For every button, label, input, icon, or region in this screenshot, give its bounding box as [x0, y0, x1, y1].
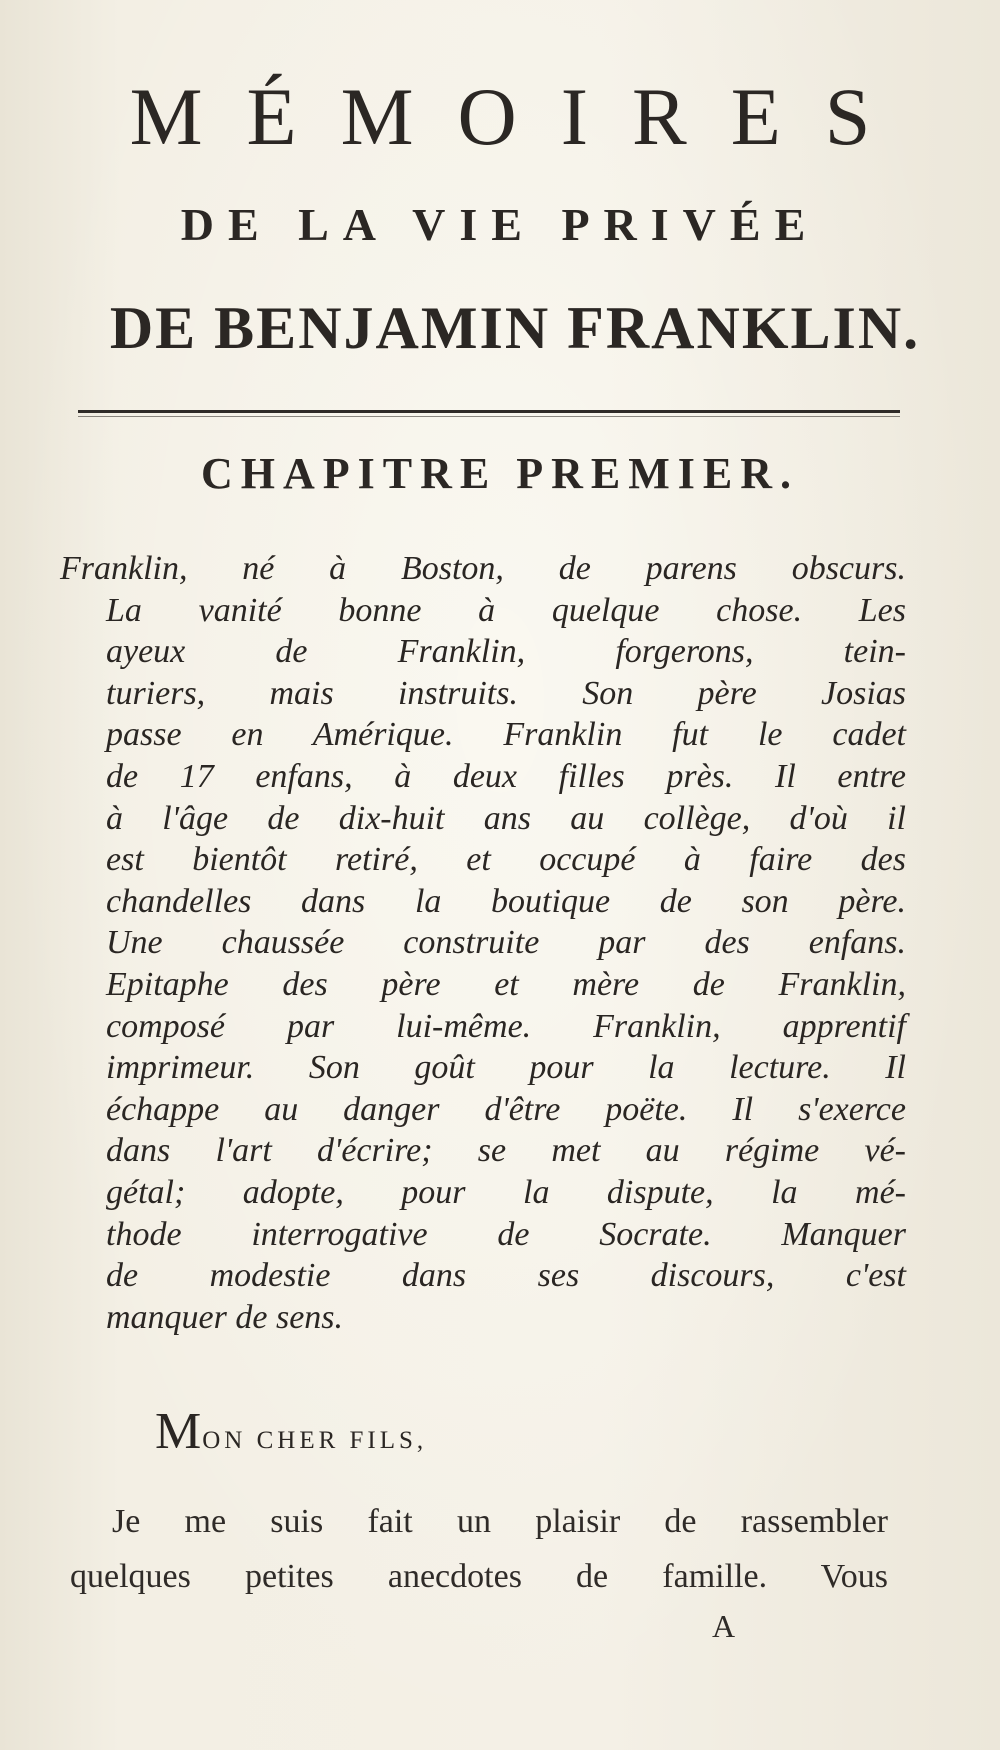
signature-mark: A [712, 1608, 736, 1644]
summary-line: de modestie dans ses discours, c'est [106, 1257, 906, 1295]
summary-line: passe en Amérique. Franklin fut le cadet [106, 716, 906, 754]
body-line: quelques petites anecdotes de famille. Vous [70, 1558, 888, 1595]
chapter-summary [60, 548, 906, 1338]
summary-line: thode interrogative de Socrate. Manquer [106, 1215, 906, 1253]
summary-line: Une chaussée construite par des enfans. [106, 924, 906, 962]
summary-line: Franklin, né à Boston, de parens obscurs. [60, 550, 906, 587]
title-rule-thin [78, 416, 900, 417]
summary-line: chandelles dans la boutique de son père. [106, 882, 906, 920]
book-subtitle: DE LA VIE PRIVÉE [180, 199, 820, 250]
body-line: Je me suis fait un plaisir de rassembler [112, 1503, 888, 1540]
title-rule [78, 410, 900, 413]
summary-line: ayeux de Franklin, forgerons, tein- [106, 633, 906, 671]
letter-salutation [155, 1402, 427, 1461]
summary-line: composé par lui-même. Franklin, apprentif [106, 1007, 906, 1045]
summary-line: turiers, mais instruits. Son père Josias [106, 674, 906, 712]
summary-line: La vanité bonne à quelque chose. Les [106, 591, 906, 629]
summary-line: de 17 enfans, à deux filles près. Il entre [106, 757, 906, 795]
summary-line: échappe au danger d'être poëte. Il s'exerce [106, 1090, 906, 1128]
summary-line: est bientôt retiré, et occupé à faire des [106, 841, 906, 879]
book-subject-name: DE BENJAMIN FRANKLIN. [109, 295, 921, 361]
summary-line: Epitaphe des père et mère de Franklin, [106, 965, 906, 1003]
letter-body [70, 1494, 888, 1604]
summary-line: gétal; adopte, pour la dispute, la mé- [106, 1173, 906, 1211]
summary-line: imprimeur. Son goût pour la lecture. Il [106, 1049, 906, 1087]
summary-line: dans l'art d'écrire; se met au régime vé- [106, 1132, 906, 1170]
book-title: MÉMOIRES [129, 71, 915, 162]
summary-line: manquer de sens. [106, 1298, 344, 1336]
chapter-heading: CHAPITRE PREMIER. [200, 449, 800, 498]
salutation-initial: M [155, 1403, 203, 1460]
salutation-text: ON CHER FILS, [202, 1427, 428, 1454]
summary-line: à l'âge de dix-huit ans au collège, d'où il [106, 799, 906, 837]
